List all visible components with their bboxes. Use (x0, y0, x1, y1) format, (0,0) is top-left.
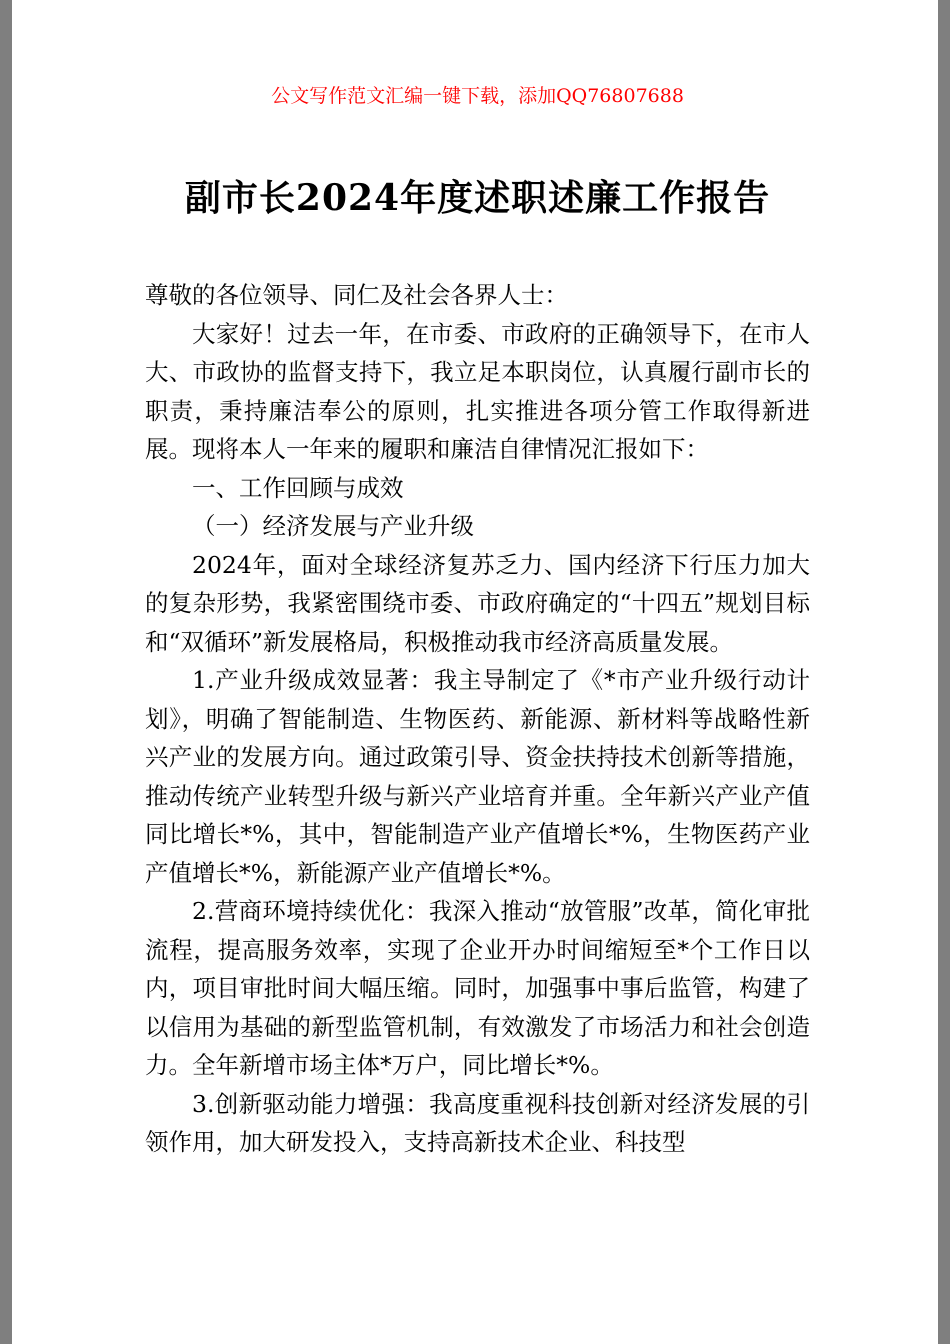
document-body (145, 276, 810, 1162)
paragraph-point-3: 3.创新驱动能力增强：我高度重视科技创新对经济发展的引领作用，加大研发投入，支持高新技术企业、科技型 (145, 1089, 810, 1156)
document-page (12, 0, 938, 1344)
salutation-line: 尊敬的各位领导、同仁及社会各界人士： (145, 281, 568, 309)
paragraph-point-1: 1.产业升级成效显著：我主导制定了《*市产业升级行动计划》，明确了智能制造、生物医药、新能源、新材料等战略性新兴产业的发展方向。通过政策引导、资金扶持技术创新等措施，推动传统产业转型升级与新兴产业培育并重。全年新兴产业产值同比增长*%，其中，智能制造产业产值增长*%，生物医药产业产值增长*%，新能源产业产值增长*%。 (145, 666, 810, 887)
subsection-heading-1-1: （一）经济发展与产业升级 (192, 512, 474, 540)
promo-banner-text: 公文写作范文汇编一键下载，添加QQ76807688 (271, 85, 684, 107)
paragraph-point-2: 2.营商环境持续优化：我深入推动“放管服”改革，简化审批流程，提高服务效率，实现了企业开办时间缩短至*个工作日以内，项目审批时间大幅压缩。同时，加强事中事后监管，构建了以信用为基础的新型监管机制，有效激发了市场活力和社会创造力。全年新增市场主体*万户，同比增长*%。 (145, 897, 810, 1079)
document-title: 副市长2024年度述职述廉工作报告 (184, 177, 771, 219)
section-heading-1: 一、工作回顾与成效 (192, 473, 404, 502)
paragraph-overview: 2024年，面对全球经济复苏乏力、国内经济下行压力加大的复杂形势，我紧密围绕市委、市政府确定的“十四五”规划目标和“双循环”新发展格局，积极推动我市经济高质量发展。 (145, 550, 810, 656)
intro-paragraph: 大家好！过去一年，在市委、市政府的正确领导下，在市人大、市政协的监督支持下，我立足本职岗位，认真履行副市长的职责，秉持廉洁奉公的原则，扎实推进各项分管工作取得新进展。现将本人一年来的履职和廉洁自律情况汇报如下： (145, 319, 810, 463)
